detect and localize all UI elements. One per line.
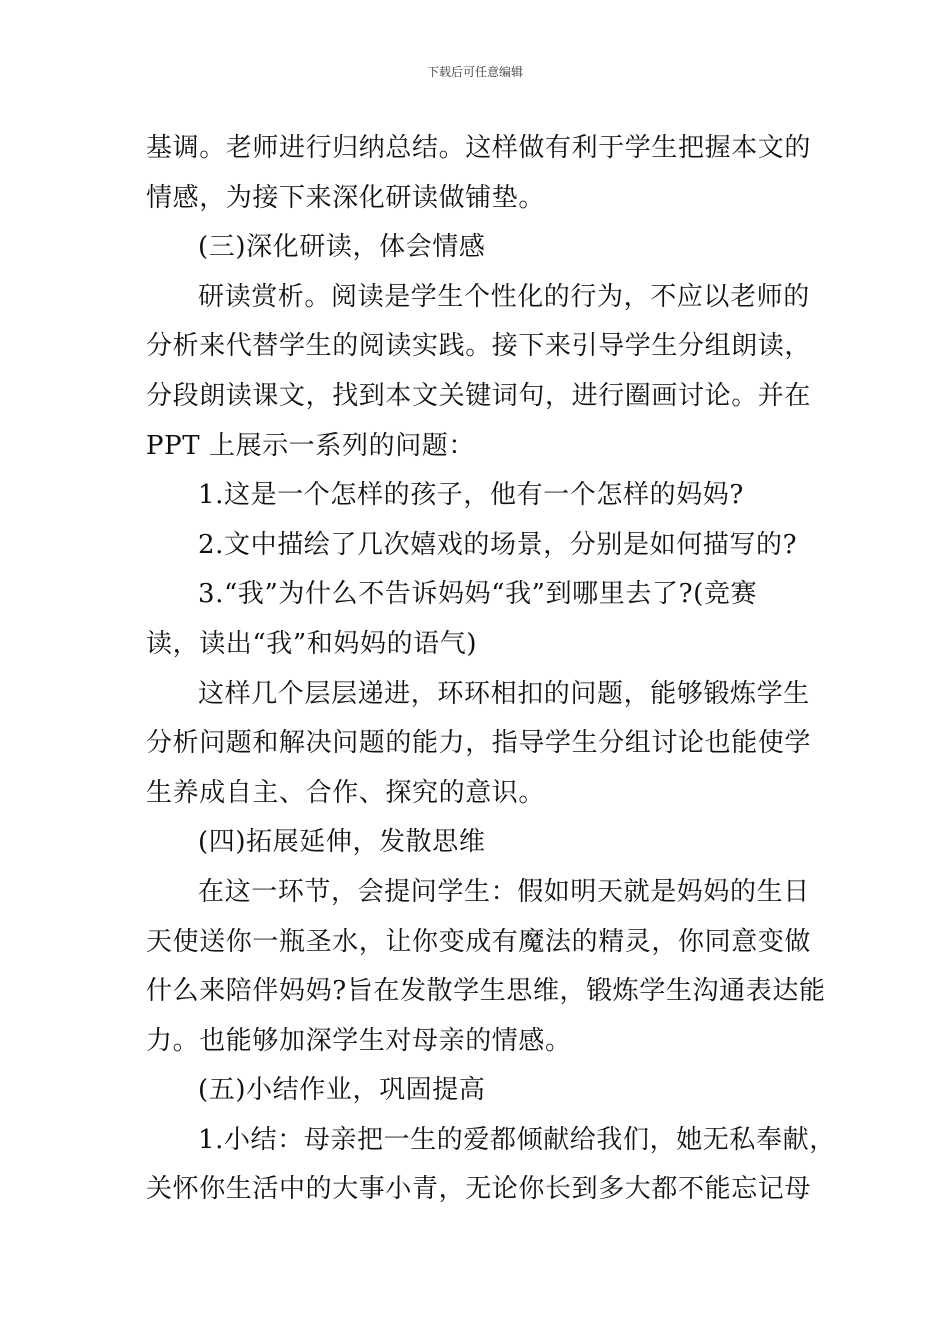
text-line: (五)小结作业，巩固提高 [198,1075,486,1106]
text-line: 读，读出“我”和妈妈的语气) [146,628,478,659]
text-line: 分段朗读课文，找到本文关键词句，进行圈画讨论。并在 [146,380,812,411]
text-line: 基调。老师进行归纳总结。这样做有利于学生把握本文的 [146,133,812,163]
text-line: 力。也能够加深学生对母亲的情感。 [146,1025,572,1056]
text-line: 1.小结：母亲把一生的爱都倾献给我们，她无私奉献， [198,1124,836,1155]
text-line: 什么来陪伴妈妈?旨在发散学生思维，锻炼学生沟通表达能 [146,976,826,1007]
text-line: 2.文中描绘了几次嬉戏的场景，分别是如何描写的? [198,529,798,560]
text-line: 1.这是一个怎样的孩子，他有一个怎样的妈妈? [198,480,744,511]
text-line: (三)深化研读，体会情感 [198,232,486,263]
page-header: 下载后可任意编辑 [426,65,523,79]
text-line: 研读赏析。阅读是学生个性化的行为，不应以老师的 [198,281,810,312]
text-line: 天使送你一瓶圣水，让你变成有魔法的精灵，你同意变做 [146,926,812,957]
document-body [146,124,836,1215]
text-line: (四)拓展延伸，发散思维 [198,827,486,858]
text-line: 这样几个层层递进，环环相扣的问题，能够锻炼学生 [198,678,810,709]
text-line: 关怀你生活中的大事小青，无论你长到多大都不能忘记母 [146,1174,812,1205]
text-line: 在这一环节，会提问学生：假如明天就是妈妈的生日 [198,876,810,907]
text-line: 3.“我”为什么不告诉妈妈“我”到哪里去了?(竞赛 [198,579,758,610]
text-line: 生养成自主、合作、探究的意识。 [146,777,546,808]
text-line: PPT 上展示一系列的问题： [146,430,475,461]
text-line: 分析问题和解决问题的能力，指导学生分组讨论也能使学 [146,728,812,759]
text-line: 分析来代替学生的阅读实践。接下来引导学生分组朗读， [146,331,812,362]
text-line: 情感，为接下来深化研读做铺垫。 [146,182,546,213]
